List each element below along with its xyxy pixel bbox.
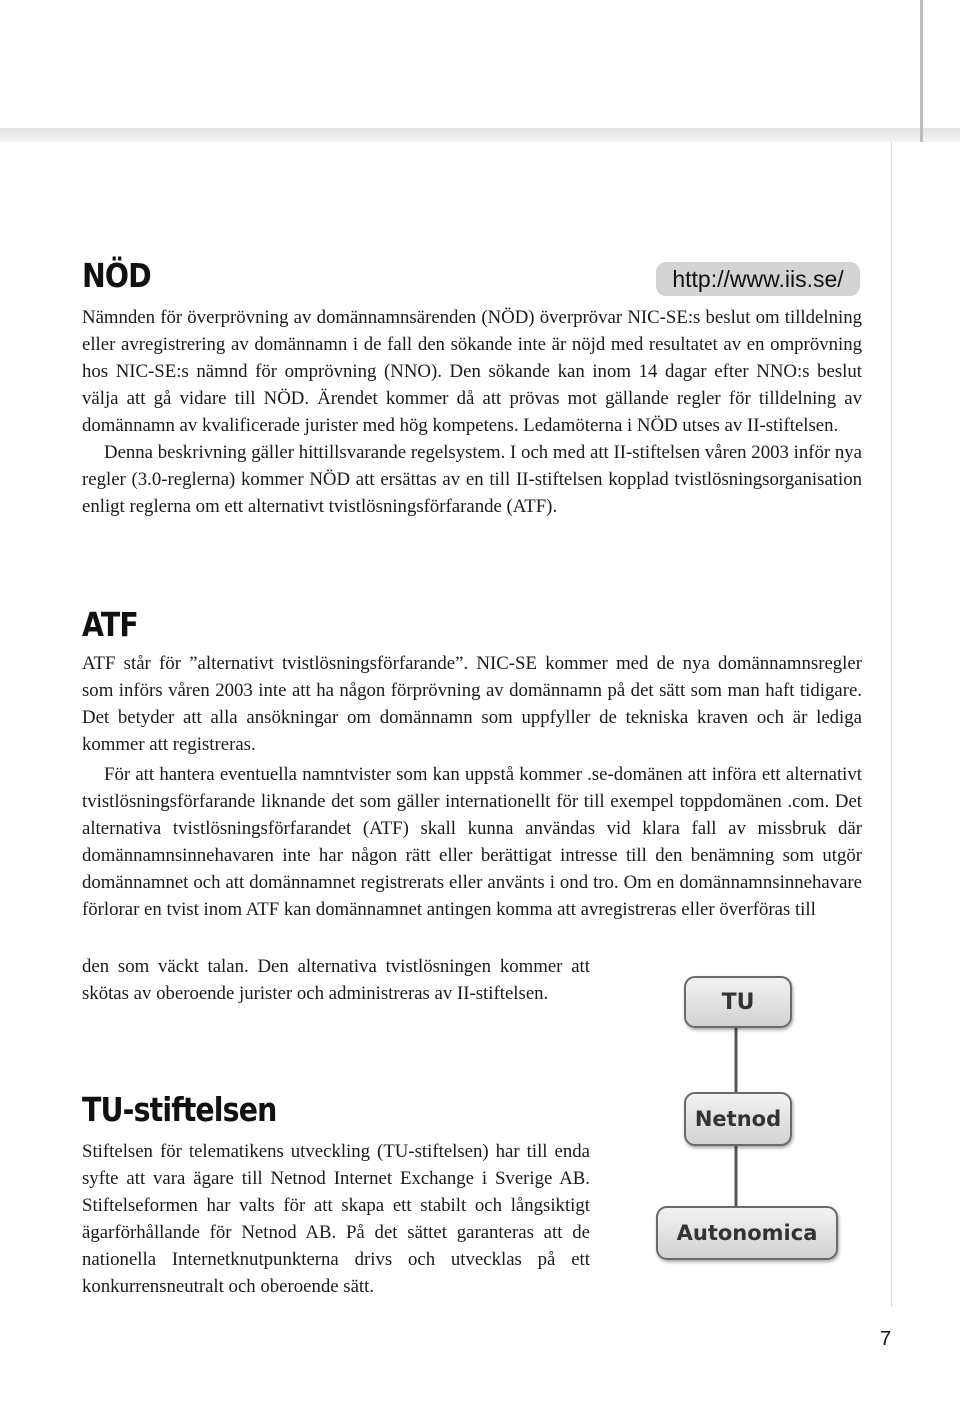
page-number: 7 <box>880 1328 892 1350</box>
right-margin-rule-lower <box>891 142 892 1307</box>
top-blank-band <box>0 0 960 128</box>
nod-heading: NÖD <box>82 256 151 295</box>
ownership-diagram <box>650 962 886 1262</box>
atf-paragraph-3: den som väckt talan. Den alternativa tvistlösningen kommer att skötas av oberoende jurister och administreras av II-stiftelsen. <box>82 956 590 1004</box>
atf-section <box>82 650 862 923</box>
url-badge[interactable]: http://www.iis.se/ <box>656 262 860 296</box>
diagram-node-tu: TU <box>684 976 792 1028</box>
tu-heading: TU-stiftelsen <box>82 1090 277 1129</box>
atf-section-narrow <box>82 953 590 1007</box>
atf-paragraph-2: För att hantera eventuella namntvister som kan uppstå kommer .se-domänen att införa ett alternativt tvistlösningsförfarande liknande det som gäller internationellt för till exempel toppdomänen .com. Det alternativa tvistlösningsförfarandet (ATF) skall kunna användas vid klara fall av missbruk där domännamnsinnehavaren inte har någon rätt eller berättigat intresse till den benämning som utgör domännamnet och att domännamnet registrerats eller använts i ond tro. Om en domännamnsinnehavare förlorar en tvist inom ATF kan domännamnet antingen komma att avregistreras eller överföras till <box>82 764 862 920</box>
atf-heading: ATF <box>82 605 138 644</box>
tu-paragraph-1: Stiftelsen för telematikens utveckling (TU-stiftelsen) har till enda syfte att vara ägare till Netnod Internet Exchange i Sverige AB. Stiftelseformen har valts för att skapa ett stabilt och långsiktigt ägarförhållande för Netnod AB. På det sättet garanteras att de nationella Internetknutpunkterna drivs och utvecklas på ett konkurrensneutralt och oberoende sätt. <box>82 1141 590 1297</box>
nod-section <box>82 304 862 520</box>
top-band-shadow <box>0 128 960 142</box>
diagram-node-autonomica: Autonomica <box>656 1206 838 1260</box>
nod-paragraph-1: Nämnden för överprövning av domännamnsärenden (NÖD) överprövar NIC-SE:s beslut om tilldelning eller avregistrering av domännamn i de fall den sökande inte är nöjd med resultatet av en omprövning hos NIC-SE:s nämnd för omprövning (NNO). Den sökande kan inom 14 dagar efter NNO:s beslut välja att gå vidare till NÖD. Ärendet kommer då att prövas mot gällande regler för tilldelning av domännamn av kvalificerade jurister med hög kompetens. Ledamöterna i NÖD utses av II-stiftelsen. <box>82 307 862 436</box>
diagram-node-netnod: Netnod <box>684 1092 792 1146</box>
nod-paragraph-2: Denna beskrivning gäller hittillsvarande regelsystem. I och med att II-stiftelsen våren 2003 inför nya regler (3.0-reglerna) kommer NÖD att ersättas av en till II-stiftelsen kopplad tvistlösningsorganisation enligt reglerna om ett alternativt tvistlösningsförfarande (ATF). <box>82 442 862 517</box>
right-margin-rule <box>920 0 923 142</box>
atf-paragraph-1: ATF står för ”alternativt tvistlösningsförfarande”. NIC-SE kommer med de nya domännamnsregler som införs våren 2003 inte att ha någon förprövning av domännamn på det sätt som man haft tidigare. Det betyder att alla ansökningar om domännamn som uppfyller de tekniska kraven och är lediga kommer att registreras. <box>82 653 862 755</box>
tu-section <box>82 1138 590 1300</box>
